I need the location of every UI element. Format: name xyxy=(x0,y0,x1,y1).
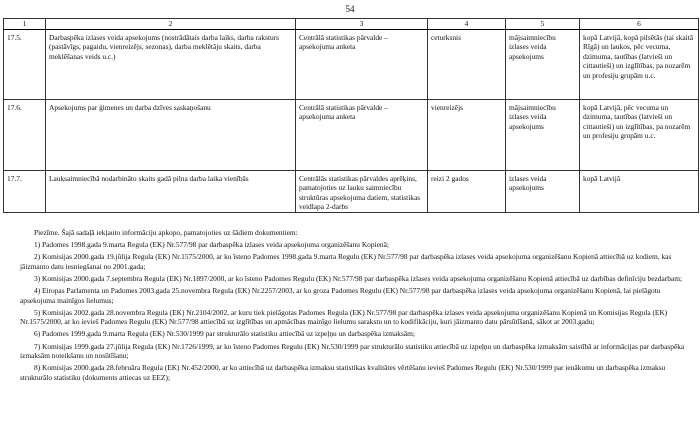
note-item: 5) Komisijas 2002.gada 28.novembra Regula (EK) Nr.2104/2002, ar kuru tiek pielāgotas Padomes Regula (EK) Nr.577/98 par darbaspēka izlases veida apsekojuma organizēšanu Kopienā un Komisijas Regula (EK) Nr.1575/2000, ar ko ievieš Padomes Regulu (EK) Nr.577/98 attiecībā uz izglītības un apmācības mainīgo lielumu sarakstu un to kodifikāciju, kuri jāizmanto datu pārsūtīšanā, sākot ar 2003.gadu; xyxy=(20,307,668,327)
row-number: 17.7. xyxy=(4,171,46,213)
note-item: 7) Komisijas 1999.gada 27.jūlija Regula (EK) Nr.1726/1999, ar ko īsteno Padomes Regulu (EK) Nr.530/1999 par strukturālo statistiku attiecībā uz izpeļņu un darbaspēka izmaksām saistībā ar informācijas par darbaspēka izmaksām noteikšanu un nosūtīšanu; xyxy=(20,341,685,361)
indicator-name: Lauksaimniecībā nodarbināto skaits gadā pilna darba laika vienībās xyxy=(46,171,296,213)
note-item: 6) Padomes 1999.gada 9.marta Regula (EK) Nr.530/1999 par strukturālo statistiku attiecībā uz izpeļņu un darbaspēka izmaksām; xyxy=(34,329,415,339)
column-header: 3 xyxy=(296,19,428,30)
column-header: 4 xyxy=(428,19,506,30)
frequency: ceturksnis xyxy=(428,30,506,100)
table-row xyxy=(4,100,699,171)
notes-section xyxy=(20,228,692,385)
column-header: 6 xyxy=(580,19,699,30)
frequency: reizi 2 gados xyxy=(428,171,506,213)
note-item: 3) Komisijas 2000.gada 7.septembra Regula (EK) Nr.1897/2000, ar ko īsteno Padomes Regulu (EK) Nr.577/98 par darbaspēka izlases veida apsekojuma organizēšanu Kopienā attiecībā uz darbības definīciju bezdarbam; xyxy=(34,274,682,284)
table-row xyxy=(4,171,699,213)
breakdown: kopā Latvijā, kopā pilsētās (tai skaitā Rīgā) un laukos, pēc vecuma, dzimuma, tautības (latvieši un cittautieši) un izglītības, pa nozarēm un profesiju grupām u.c. xyxy=(580,30,699,100)
collection-method: mājsaimniecību izlases veida apsekojums xyxy=(506,30,580,100)
responsible-institution: Centrālās statistikas pārvaldes aprēķins, pamatojoties uz lauku saimniecību struktūras apsekojuma datiem, statistikas veidlapa 2-darbs xyxy=(296,171,428,213)
row-number: 17.6. xyxy=(4,100,46,171)
table-header-row xyxy=(4,19,699,30)
notes-intro: Piezīme. Šajā sadaļā iekļauto informāciju apkopo, pamatojoties uz šādiem dokumentiem: xyxy=(34,228,298,237)
note-item: 1) Padomes 1998.gada 9.marta Regula (EK) Nr.577/98 par darbaspēka izlases veida apsekojuma organizēšanu Kopienā; xyxy=(34,240,389,250)
note-item: 2) Komisijas 2000.gada 19.jūlija Regula (EK) Nr.1575/2000, ar ko īsteno Padomes 1998.gada 9.marta Regulu (EK) Nr.577/98 par darbaspēka izlases veida apsekojuma organizēšanu Kopienā attiecībā uz kodiem, kas jāizmanto datu iesniegšanai no 2001.gada; xyxy=(20,252,672,271)
collection-method: izlases veida apsekojums xyxy=(506,171,580,213)
breakdown: kopā Latvijā, pēc vecuma un dzimuma, tautības (latvieši un cittautieši) un izglītības, pa nozarēm un profesiju grupām u.c. xyxy=(580,100,699,171)
collection-method: mājsaimniecību izlases veida apsekojums xyxy=(506,100,580,171)
page-number: 54 xyxy=(345,4,355,14)
note-item: 8) Komisijas 2000.gada 28.februāra Regula (EK) Nr.452/2000, ar ko attiecībā uz darbaspēka izmaksu statistikas kvalitātes vērtēšanu ievieš Padomes Regulu (EK) Nr.530/1999 par ienākumu un darbaspēka izmaksu strukturālo statistiku (dokuments attiecas uz EEZ); xyxy=(20,363,666,382)
table-row xyxy=(4,30,699,100)
note-item: 4) Eiropas Parlamenta un Padomes 2003.gada 25.novembra Regula (EK) Nr.2257/2003, ar ko groza Padomes Regulu (EK) Nr.577/98 par darbaspēka izlases veida apsekojuma organizēšanu Kopienā, lai pielāgotu apsekojuma mainīgos lielumus; xyxy=(20,286,661,305)
indicator-name: Darbaspēka izlases veida apsekojums (nostrādātais darba laiks, darba raksturs (pastāvīgs, pagaidu, vienreizējs, sezonas), darba meklētāju skaits, darba meklēšanas veids u.c.) xyxy=(46,30,296,100)
breakdown: kopā Latvijā xyxy=(580,171,699,213)
frequency: vienreizējs xyxy=(428,100,506,171)
column-header: 1 xyxy=(4,19,46,30)
responsible-institution: Centrālā statistikas pārvalde – apsekojuma anketa xyxy=(296,100,428,171)
column-header: 2 xyxy=(46,19,296,30)
row-number: 17.5. xyxy=(4,30,46,100)
statistics-table xyxy=(3,18,699,213)
column-header: 5 xyxy=(506,19,580,30)
indicator-name: Apsekojums par ģimenes un darba dzīves saskaņošanu xyxy=(46,100,296,171)
responsible-institution: Centrālā statistikas pārvalde – apsekojuma anketa xyxy=(296,30,428,100)
